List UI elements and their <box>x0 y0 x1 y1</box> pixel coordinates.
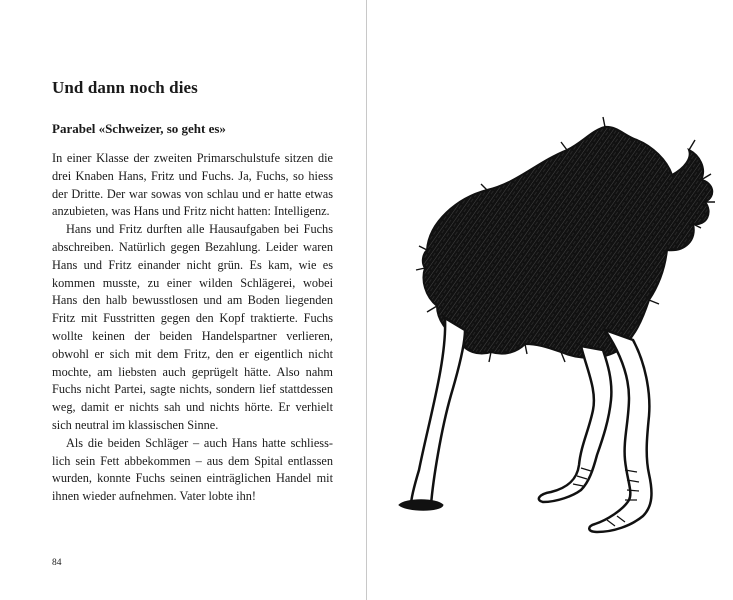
section-title: Parabel «Schweizer, so geht es» <box>52 121 226 136</box>
page-number: 84 <box>52 558 62 568</box>
ostrich-body <box>423 127 712 358</box>
paragraph-3: Als die beiden Schläger – auch Hans hatte schliesslich sein Fett abbekommen – aus dem Spital entlassen wurden, konnte Fuchs seinen einträglichen Handel mit ihnen wieder aufnehmen. Vater lobte ihn! <box>52 435 333 504</box>
body-text <box>52 150 333 506</box>
left-page <box>0 0 366 600</box>
ostrich-neck <box>411 318 465 505</box>
paragraph-2: Hans und Fritz durften alle Hausaufgaben bei Fuchs abschreiben. Natürlich gegen Bezahlung. Leider waren Hans und Fritz einander nicht grün. Es kam, wie es kommen musste, zu einer wilden Schlägerei, wobei Hans den halb bewusstlosen und am Boden liegenden Fritz mit Fusstritten gegen den Kopf traktierte. Fuchs wollte keinen der beiden Handelspartner verlieren, obwohl er sich mit dem Fritz, den er eigentlich nicht mochte, am liebsten auch geprügelt hätte. Also nahm Fuchs nicht Partei, sagte nichts, sondern lief stattdessen weg, damit er nichts sah und nichts hörte. Er verhielt sich neutral im klassischen Sinne. <box>52 222 333 432</box>
ground-patch <box>399 500 443 511</box>
paragraph-1: In einer Klasse der zweiten Primarschulstufe sitzen die drei Knaben Hans, Fritz und Fuchs. Ja, Fuchs, so hiess der Dritte. Der war sowas von schlau und er hatte etwas anzubieten, was Hans und Fritz nicht hatten: Intelligenz. <box>52 151 333 219</box>
right-page <box>367 0 733 600</box>
ostrich-head-in-ground-icon <box>367 0 733 600</box>
chapter-title: Und dann noch dies <box>52 78 198 97</box>
ostrich-leg-middle <box>539 346 612 502</box>
